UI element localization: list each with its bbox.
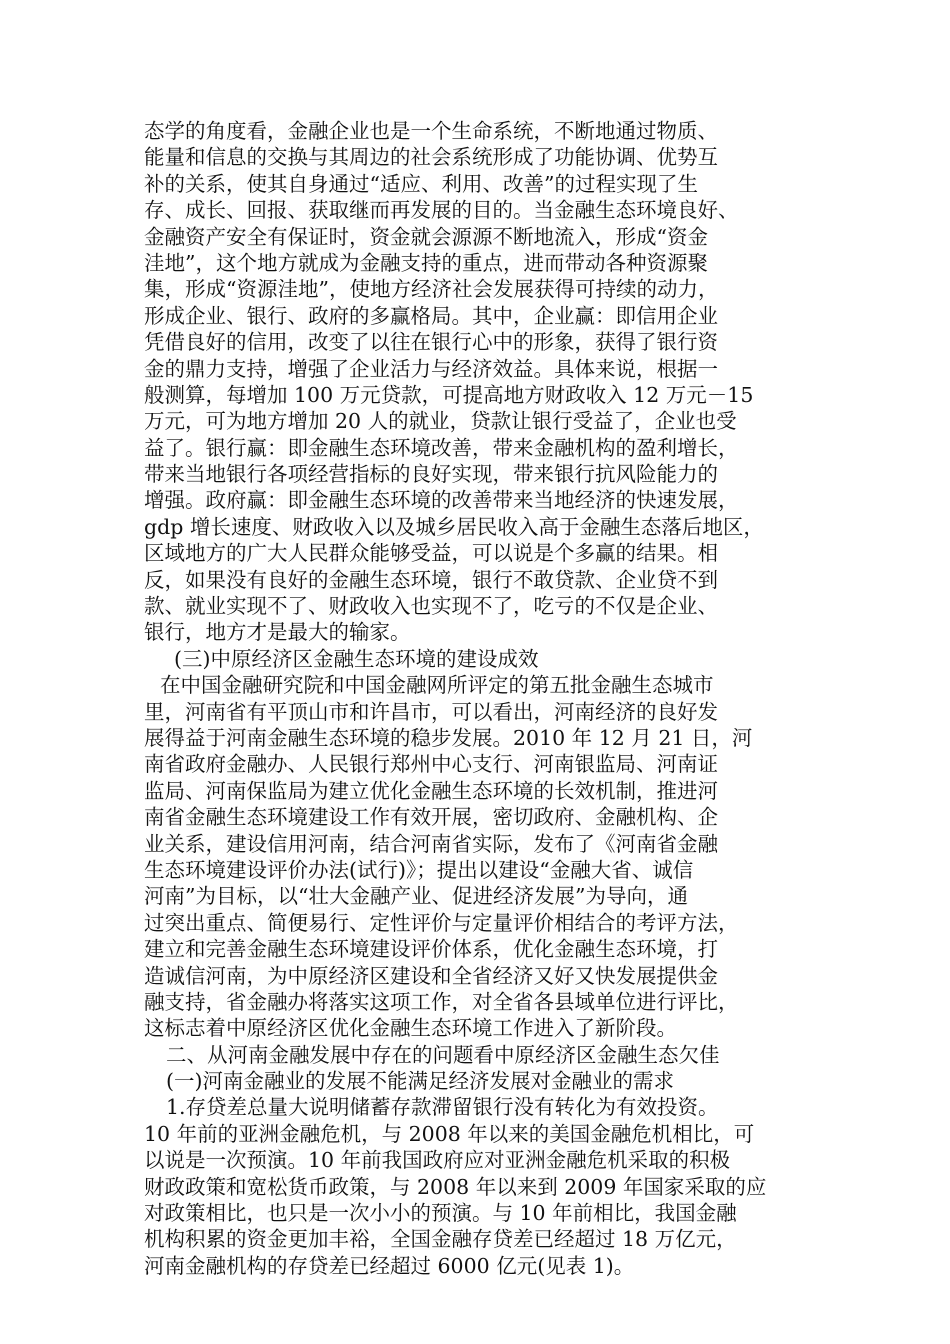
section-heading: (三)中原经济区金融生态环境的建设成效	[174, 646, 539, 671]
text-line: 河南”为目标，以“壮大金融产业、促进经济发展”为导向，通	[144, 884, 688, 909]
text-line: 河南金融机构的存贷差已经超过 6000 亿元(见表 1)。	[144, 1253, 635, 1278]
text-line: 监局、河南保监局为建立优化金融生态环境的长效机制，推进河	[144, 778, 718, 803]
text-line: 反，如果没有良好的金融生态环境，银行不敢贷款、企业贷不到	[144, 567, 718, 592]
text-line: 能量和信息的交换与其周边的社会系统形成了功能协调、优势互	[144, 145, 718, 170]
text-line: 补的关系，使其自身通过“适应、利用、改善”的过程实现了生	[144, 171, 698, 196]
paragraph-start: 在中国金融研究院和中国金融网所评定的第五批金融生态城市	[160, 673, 714, 698]
section-heading: 二、从河南金融发展中存在的问题看中原经济区金融生态欠佳	[166, 1042, 720, 1067]
text-line: 南省政府金融办、人民银行郑州中心支行、河南银监局、河南证	[144, 752, 718, 777]
text-line: 这标志着中原经济区优化金融生态环境工作进入了新阶段。	[144, 1016, 677, 1041]
text-line: 南省金融生态环境建设工作有效开展，密切政府、金融机构、企	[144, 805, 718, 830]
body-text	[144, 118, 814, 1279]
text-line: 过突出重点、简便易行、定性评价与定量评价相结合的考评方法，	[144, 910, 739, 935]
text-line: 万元，可为地方增加 20 人的就业，贷款让银行受益了，企业也受	[144, 409, 737, 434]
text-line: 机构积累的资金更加丰裕，全国金融存贷差已经超过 18 万亿元，	[144, 1227, 737, 1252]
text-line: 融支持，省金融办将落实这项工作，对全省各县域单位进行评比，	[144, 989, 739, 1014]
text-line: 凭借良好的信用，改变了以往在银行心中的形象，获得了银行资	[144, 330, 718, 355]
text-line: 款、就业实现不了、财政收入也实现不了，吃亏的不仅是企业、	[144, 594, 718, 619]
text-line: 财政政策和宽松货币政策，与 2008 年以来到 2009 年国家采取的应	[144, 1174, 767, 1199]
text-line: 以说是一次预演。10 年前我国政府应对亚洲金融危机采取的积极	[144, 1148, 731, 1173]
text-line: 益了。银行赢：即金融生态环境改善，带来金融机构的盈利增长，	[144, 435, 739, 460]
text-line: 10 年前的亚洲金融危机，与 2008 年以来的美国金融危机相比，可	[144, 1121, 755, 1146]
text-line: 业关系，建设信用河南，结合河南省实际，发布了《河南省金融	[144, 831, 718, 856]
text-line: 银行，地方才是最大的输家。	[144, 620, 411, 645]
text-line: 里，河南省有平顶山市和许昌市，可以看出，河南经济的良好发	[144, 699, 718, 724]
text-line: 金融资产安全有保证时，资金就会源源不断地流入，形成“资金	[144, 224, 708, 249]
text-line: 生态环境建设评价办法(试行)》；提出以建设“金融大省、诚信	[144, 857, 694, 882]
text-line: gdp 增长速度、财政收入以及城乡居民收入高于金融生态落后地区，	[144, 514, 764, 539]
text-line: 形成企业、银行、政府的多赢格局。其中，企业赢：即信用企业	[144, 303, 718, 328]
text-line: 区域地方的广大人民群众能够受益，可以说是个多赢的结果。相	[144, 541, 718, 566]
text-line: 集，形成“资源洼地”，使地方经济社会发展获得可持续的动力，	[144, 277, 719, 302]
text-line: 增强。政府赢：即金融生态环境的改善带来当地经济的快速发展，	[144, 488, 739, 513]
text-line: 金的鼎力支持，增强了企业活力与经济效益。具体来说，根据一	[144, 356, 718, 381]
text-line: 态学的角度看，金融企业也是一个生命系统，不断地通过物质、	[144, 119, 718, 143]
text-line: 洼地”，这个地方就成为金融支持的重点，进而带动各种资源聚	[144, 250, 708, 275]
text-line: 带来当地银行各项经营指标的良好实现，带来银行抗风险能力的	[144, 462, 718, 487]
text-line: 般测算，每增加 100 万元贷款，可提高地方财政收入 12 万元－15	[144, 382, 754, 407]
text-line: 展得益于河南金融生态环境的稳步发展。2010 年 12 月 21 日，河	[144, 725, 753, 750]
text-line: 存、成长、回报、获取继而再发展的目的。当金融生态环境良好、	[144, 198, 739, 223]
item-heading: 1.存贷差总量大说明储蓄存款滞留银行没有转化为有效投资。	[166, 1095, 719, 1120]
text-line: 建立和完善金融生态环境建设评价体系，优化金融生态环境，打	[144, 937, 718, 962]
subsection-heading: (一)河南金融业的发展不能满足经济发展对金融业的需求	[166, 1069, 674, 1094]
text-line: 对政策相比，也只是一次小小的预演。与 10 年前相比，我国金融	[144, 1201, 737, 1226]
text-line: 造诚信河南，为中原经济区建设和全省经济又好又快发展提供金	[144, 963, 718, 988]
